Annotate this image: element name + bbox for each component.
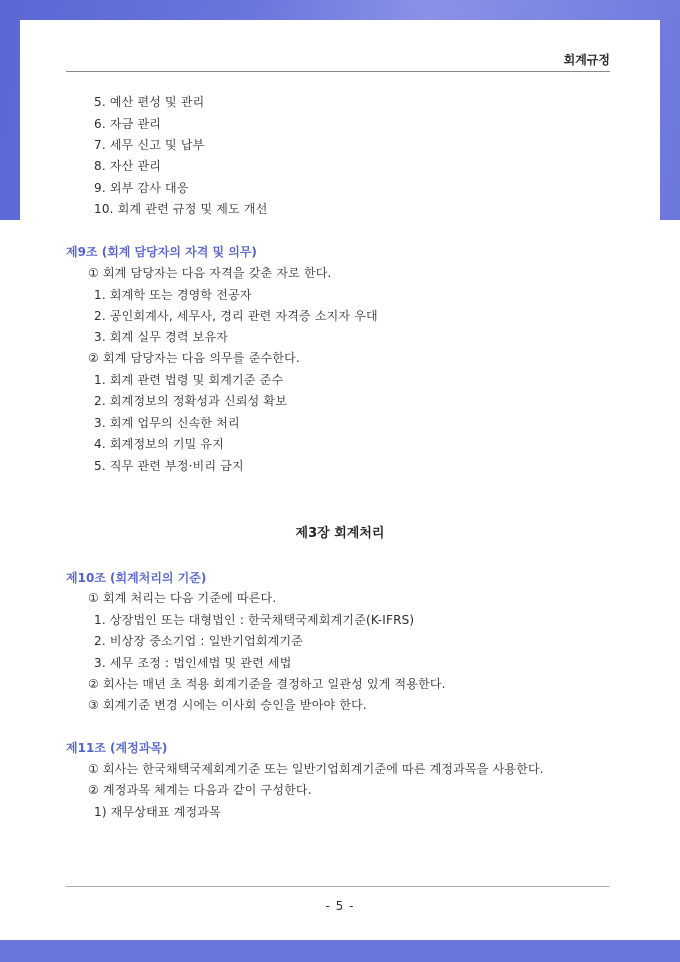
article-11-clause: ① 회사는 한국채택국제회계기준 또는 일반기업회계기준에 따른 계정과목을 사용한다. xyxy=(88,762,544,776)
article-11-clause: ② 계정과목 체계는 다음과 같이 구성한다. xyxy=(88,783,312,797)
article-9-item: 3. 회계 업무의 신속한 처리 xyxy=(94,416,240,430)
article-10-clause: ③ 회계기준 변경 시에는 이사회 승인을 받아야 한다. xyxy=(88,698,367,712)
article-9-item: 1. 회계 관련 법령 및 회계기준 준수 xyxy=(94,373,284,387)
article-9-item: 3. 회계 실무 경력 보유자 xyxy=(94,330,229,344)
article-9-title: 제9조 (회계 담당자의 자격 및 의무) xyxy=(66,245,257,259)
article-9-item: 4. 회계정보의 기밀 유지 xyxy=(94,437,225,451)
page-number: - 5 - xyxy=(325,899,355,913)
header-divider xyxy=(66,71,610,72)
footer-divider xyxy=(66,886,610,887)
article-9-item: 2. 공인회계사, 세무사, 경리 관련 자격증 소지자 우대 xyxy=(94,309,378,323)
article-10-title: 제10조 (회계처리의 기준) xyxy=(66,571,207,585)
article-10-clause: ① 회계 처리는 다음 기준에 따른다. xyxy=(88,591,277,605)
article-9-clause: ② 회계 담당자는 다음 의무를 준수한다. xyxy=(88,351,300,365)
background-bottom-band xyxy=(0,940,680,962)
article-11-title: 제11조 (계정과목) xyxy=(66,741,168,755)
article-9-item: 2. 회계정보의 정확성과 신뢰성 확보 xyxy=(94,394,287,408)
chapter-title: 제3장 회계처리 xyxy=(295,526,385,541)
article-9-clause: ① 회계 담당자는 다음 자격을 갖춘 자로 한다. xyxy=(88,266,332,280)
article-9-item: 5. 직무 관련 부정·비리 금지 xyxy=(94,459,244,473)
article-10-clause: ② 회사는 매년 초 적용 회계기준을 결정하고 일관성 있게 적용한다. xyxy=(88,677,446,691)
list-item: 10. 회계 관련 규정 및 제도 개선 xyxy=(94,202,268,216)
list-item: 8. 자산 관리 xyxy=(94,159,162,173)
article-10-item: 1. 상장법인 또는 대형법인 : 한국채택국제회계기준(K-IFRS) xyxy=(94,613,415,627)
article-9-item: 1. 회계학 또는 경영학 전공자 xyxy=(94,288,252,302)
list-item: 5. 예산 편성 및 관리 xyxy=(94,95,205,109)
header-title: 회계규정 xyxy=(563,53,610,67)
article-11-item: 1) 재무상태표 계정과목 xyxy=(94,805,221,819)
list-item: 7. 세무 신고 및 납부 xyxy=(94,138,205,152)
list-item: 6. 자금 관리 xyxy=(94,117,162,131)
article-10-item: 3. 세무 조정 : 법인세법 및 관련 세법 xyxy=(94,656,292,670)
article-10-item: 2. 비상장 중소기업 : 일반기업회계기준 xyxy=(94,634,304,648)
list-item: 9. 외부 감사 대응 xyxy=(94,181,189,195)
